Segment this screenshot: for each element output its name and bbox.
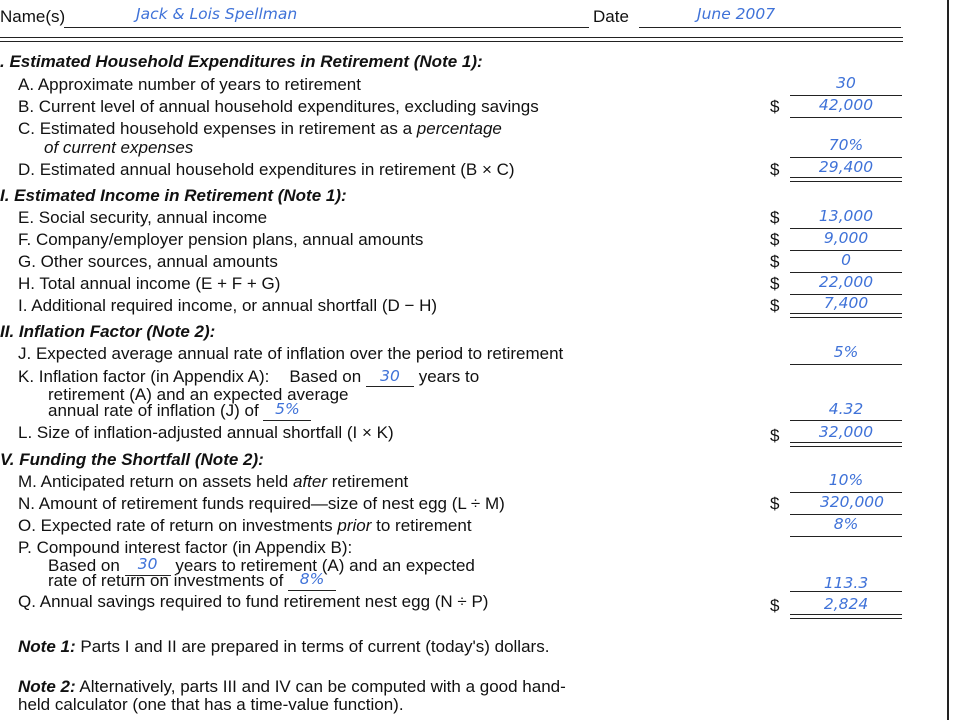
row-a-value: 30 (836, 74, 856, 92)
date-underline (639, 27, 901, 28)
row-p-value: 113.3 (823, 574, 869, 592)
row-k-label-line1: K. Inflation factor (in Appendix A): Based on 30 years to (18, 367, 480, 386)
section-4-heading: V. Funding the Shortfall (Note 2): (0, 450, 264, 469)
row-p-rate-value: 8% (299, 570, 325, 588)
right-page-border (947, 0, 949, 720)
row-h-dollar: $ (770, 274, 780, 293)
row-o-value: 8% (833, 515, 859, 533)
row-b-label: B. Current level of annual household expenditures, excluding savings (18, 97, 539, 116)
row-f-value: 9,000 (823, 229, 869, 247)
row-p-label-line1: P. Compound interest factor (in Appendix B): (18, 538, 353, 557)
note-2-line2: held calculator (one that has a time-value function). (18, 695, 404, 714)
row-o-label: O. Expected rate of return on investments prior to retirement (18, 516, 472, 535)
date-label: Date (593, 7, 629, 26)
section-3-heading: II. Inflation Factor (Note 2): (0, 322, 216, 341)
row-p-years-value: 30 (137, 555, 158, 573)
row-n-label: N. Amount of retirement funds required—size of nest egg (L ÷ M) (18, 494, 505, 513)
row-c-label-line2: of current expenses (44, 138, 194, 157)
row-e-value: 13,000 (818, 207, 874, 225)
row-g-value: 0 (841, 251, 851, 269)
row-m-label: M. Anticipated return on assets held after retirement (18, 472, 409, 491)
row-k-rate-value: 5% (275, 400, 300, 418)
row-i-double-underline (790, 313, 902, 318)
row-c-label-line1: C. Estimated household expenses in retirement as a percentage (18, 119, 502, 138)
row-k-underline (790, 420, 902, 421)
header-double-rule (0, 37, 903, 42)
names-value: Jack & Lois Spellman (136, 5, 298, 23)
row-b-value: 42,000 (818, 96, 874, 114)
row-d-value: 29,400 (818, 158, 874, 176)
row-f-dollar: $ (770, 230, 780, 249)
names-label: Name(s) (0, 7, 66, 26)
row-o-underline (790, 536, 902, 537)
row-b-dollar: $ (770, 97, 780, 116)
row-k-value: 4.32 (828, 400, 864, 418)
row-l-value: 32,000 (818, 423, 874, 441)
row-k-label-line2: retirement (A) and an expected average (48, 385, 349, 404)
row-c-value: 70% (828, 136, 864, 154)
row-k-label-line3: annual rate of inflation (J) of 5% (48, 401, 311, 421)
row-a-label: A. Approximate number of years to retirement (18, 75, 361, 94)
names-underline (64, 27, 589, 28)
row-n-dollar: $ (770, 494, 780, 513)
row-j-underline (790, 364, 902, 365)
row-q-double-underline (790, 614, 902, 619)
note-2-line1: Note 2: Alternatively, parts III and IV can be computed with a good hand- (18, 677, 566, 696)
row-d-dollar: $ (770, 160, 780, 179)
row-l-dollar: $ (770, 426, 780, 445)
row-i-label: I. Additional required income, or annual shortfall (D − H) (18, 296, 438, 315)
row-j-value: 5% (833, 343, 859, 361)
date-value: June 2007 (697, 5, 776, 23)
row-l-label: L. Size of inflation-adjusted annual shortfall (I × K) (18, 423, 394, 442)
note-1: Note 1: Parts I and II are prepared in terms of current (today's) dollars. (18, 637, 550, 656)
row-p-label-line2: Based on 30 years to retirement (A) and an expected (48, 555, 475, 575)
row-h-value: 22,000 (818, 273, 874, 291)
row-e-label: E. Social security, annual income (18, 208, 268, 227)
row-p-label-line3: rate of return on investments of 8% (48, 571, 336, 591)
row-d-label: D. Estimated annual household expenditures in retirement (B × C) (18, 160, 515, 179)
row-q-dollar: $ (770, 596, 780, 615)
row-g-label: G. Other sources, annual amounts (18, 252, 278, 271)
row-b-underline (790, 117, 902, 118)
section-1-heading: . Estimated Household Expenditures in Retirement (Note 1): (0, 52, 483, 71)
row-k-years-value: 30 (380, 367, 400, 385)
row-j-label: J. Expected average annual rate of inflation over the period to retirement (18, 344, 564, 363)
row-q-label: Q. Annual savings required to fund retirement nest egg (N ÷ P) (18, 592, 489, 611)
row-h-label: H. Total annual income (E + F + G) (18, 274, 281, 293)
row-d-double-underline (790, 177, 902, 182)
row-f-label: F. Company/employer pension plans, annual amounts (18, 230, 424, 249)
row-l-double-underline (790, 442, 902, 447)
row-e-dollar: $ (770, 208, 780, 227)
row-i-value: 7,400 (823, 294, 869, 312)
row-m-value: 10% (828, 471, 864, 489)
row-n-value: 320,000 (819, 493, 885, 511)
section-2-heading: I. Estimated Income in Retirement (Note 1): (0, 186, 347, 205)
row-i-dollar: $ (770, 296, 780, 315)
row-g-dollar: $ (770, 252, 780, 271)
row-q-value: 2,824 (823, 595, 869, 613)
